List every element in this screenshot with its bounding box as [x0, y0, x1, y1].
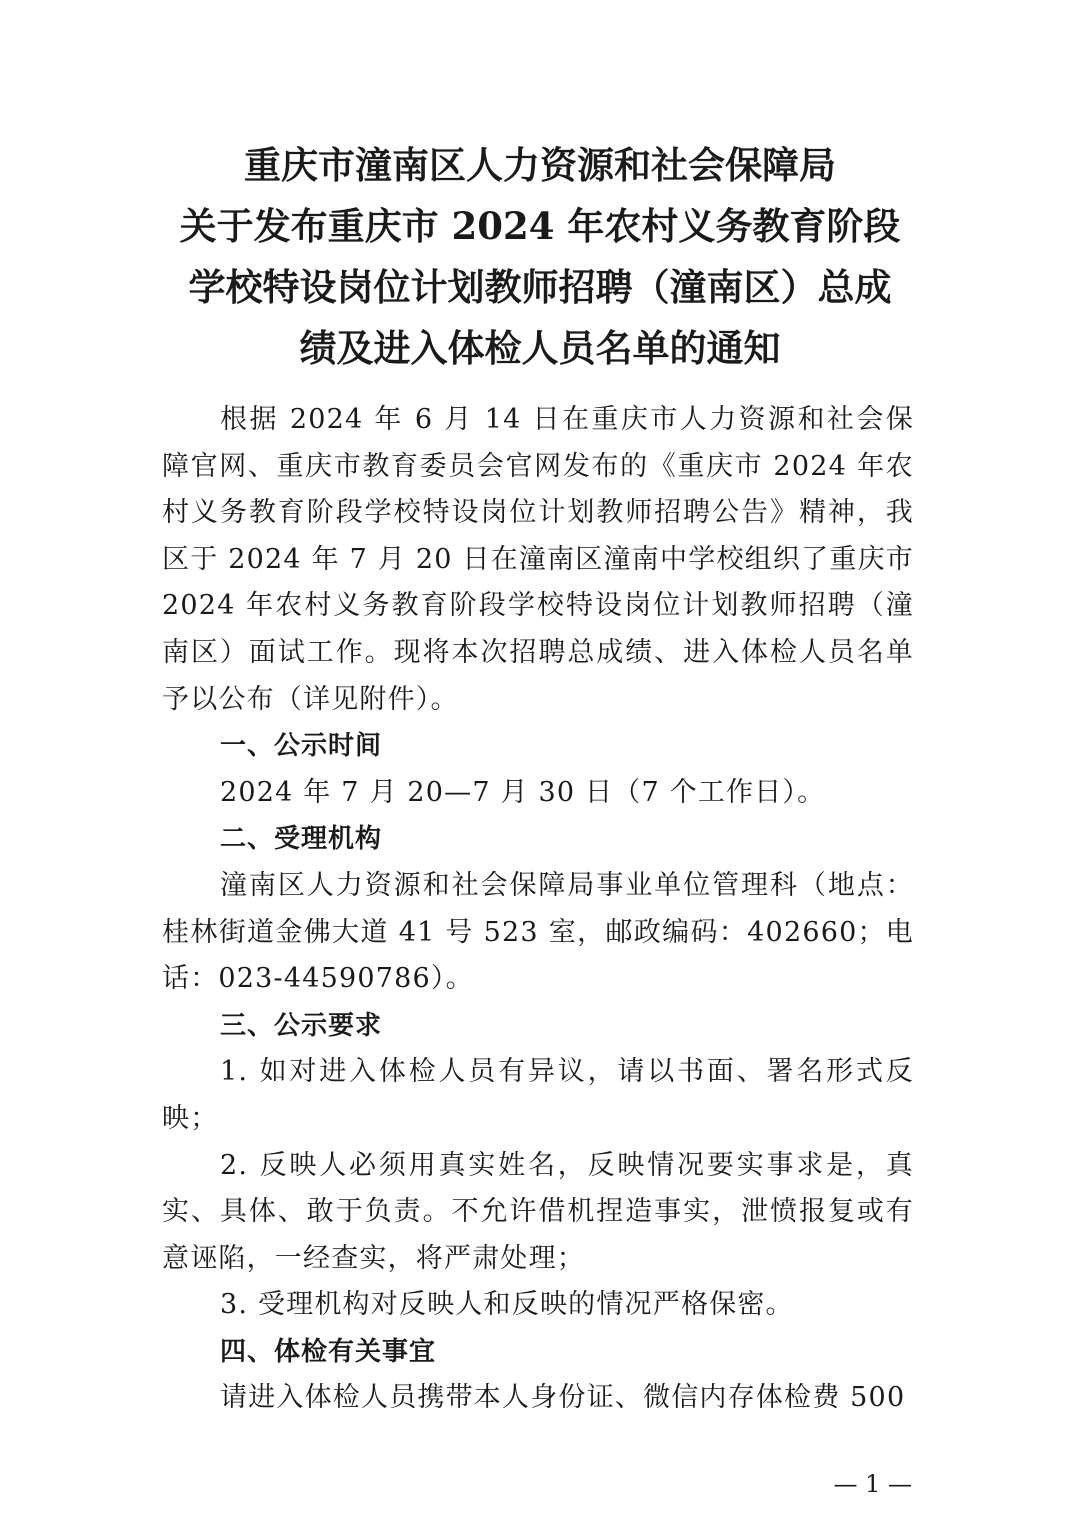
publicity-period-text: 2024 年 7 月 20—7 月 30 日（7 个工作日）。 — [220, 776, 826, 808]
section-heading-publicity-period: 一、公示时间 — [220, 731, 383, 762]
section-heading-publicity-requirements: 三、公示要求 — [220, 1010, 383, 1041]
title-line-1: 重庆市潼南区人力资源和社会保障局 — [244, 143, 836, 187]
requirement-item-2: 2. 反映人必须用真实姓名，反映情况要实事求是，真实、具体、敢于负责。不允许借机捏造事实，泄愤报复或有意诬陷，一经查实，将严肃处理； — [162, 1149, 914, 1274]
receiving-agency-text: 潼南区人力资源和社会保障局事业单位管理科（地点：桂林街道金佛大道 41 号 523 室，邮政编码：402660；电话：023-44590786）。 — [162, 869, 914, 995]
title-line-3: 学校特设岗位计划教师招聘（潼南区）总成 — [188, 265, 892, 309]
page-number: — 1 — — [833, 1470, 912, 1498]
intro-paragraph: 根据 2024 年 6 月 14 日在重庆市人力资源和社会保障官网、重庆市教育委员会官网发布的《重庆市 2024 年农村义务教育阶段学校特设岗位计划教师招聘公告》精神，我区于 2024 年 7 月 20 日在潼南区潼南中学校组织了重庆市 2024 年农村义务教育阶段学校特设岗位计划教师招聘（潼南区）面试工作。现将本次招聘总成绩、进入体检人员名单予以公布（详见附件）。 — [162, 404, 914, 715]
document-title — [150, 135, 930, 379]
section-heading-receiving-agency: 二、受理机构 — [220, 824, 383, 855]
title-line-2: 关于发布重庆市 2024 年农村义务教育阶段 — [179, 204, 901, 248]
title-line-4: 绩及进入体检人员名单的通知 — [299, 326, 781, 370]
medical-exam-text: 请进入体检人员携带本人身份证、微信内存体检费 500 — [220, 1382, 906, 1414]
requirement-item-3: 3. 受理机构对反映人和反映的情况严格保密。 — [220, 1289, 794, 1321]
document-body — [162, 397, 914, 1422]
requirement-item-1: 1. 如对进入体检人员有异议，请以书面、署名形式反映； — [162, 1056, 914, 1134]
section-heading-medical-exam: 四、体检有关事宜 — [220, 1336, 437, 1367]
